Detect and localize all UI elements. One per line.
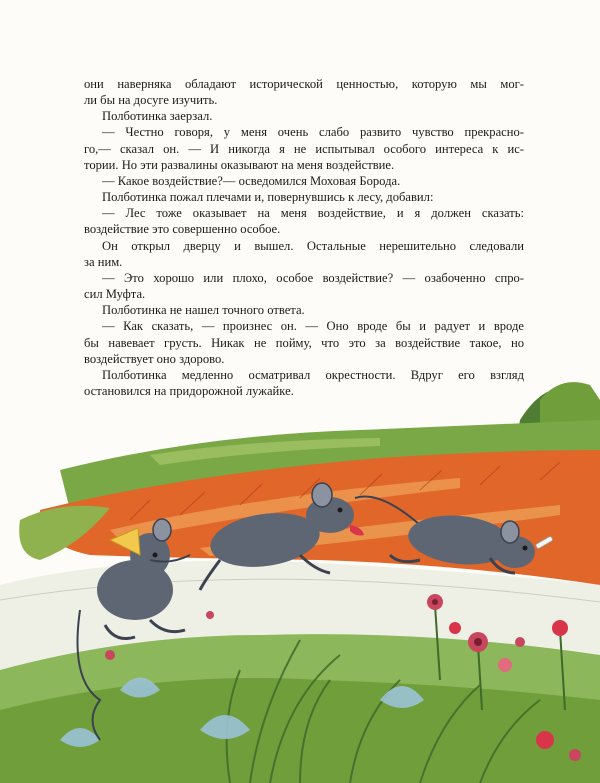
text-line: остановился на придорожной лужайке. xyxy=(84,383,294,398)
text-line: — Лес тоже оказывает на меня воздействие, и я должен сказать: xyxy=(102,206,524,221)
text-line: Полботинка не нашел точного ответа. xyxy=(102,303,305,318)
text-line: тории. Но эти развалины оказывают на меня воздействие. xyxy=(84,157,395,172)
text-line: Полботинка медленно осматривал окрестности. Вдруг его взгляд xyxy=(102,367,524,382)
text-line: бы навевает грусть. Никак не пойму, что это за воздействие такое, но xyxy=(84,335,524,350)
text-line: сил Муфта. xyxy=(84,287,146,302)
text-line: го,— сказал он. — И никогда я не испытывал особого интереса к ис- xyxy=(84,141,524,156)
text-line: Полботинка заерзал. xyxy=(102,109,213,124)
bush xyxy=(540,382,600,425)
text-line: ли бы на досуге изучить. xyxy=(84,93,218,108)
illustration-svg xyxy=(0,380,600,783)
mice-meadow-illustration xyxy=(0,380,600,783)
text-line: — Честно говоря, у меня очень слабо развито чувство прекрасно- xyxy=(102,125,524,140)
text-line: воздействует оно здорово. xyxy=(84,351,225,366)
text-line: — Как сказать, — произнес он. — Оно вроде бы и радует и вроде xyxy=(102,319,524,334)
text-line: Он открыл дверцу и вышел. Остальные нерешительно следовали xyxy=(102,238,524,253)
body-text xyxy=(84,76,524,399)
text-line: — Какое воздействие?— осведомился Моховая Борода. xyxy=(102,173,401,188)
text-line: за ним. xyxy=(84,254,123,269)
text-line: Полботинка пожал плечами и, повернувшись к лесу, добавил: xyxy=(102,190,434,205)
text-line: — Это хорошо или плохо, особое воздействие? — озабоченно спро- xyxy=(102,270,524,285)
text-line: воздействие это совершенно особое. xyxy=(84,222,281,237)
text-line: они наверняка обладают исторической ценностью, которую мы мог- xyxy=(84,77,524,91)
